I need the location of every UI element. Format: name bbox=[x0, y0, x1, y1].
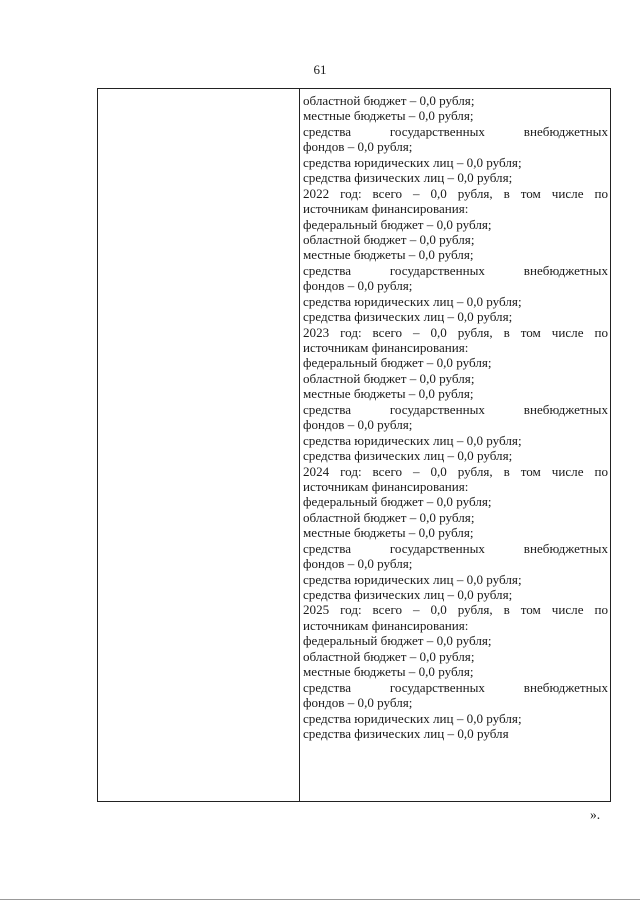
table-right-cell bbox=[303, 93, 608, 741]
financing-text-line: средства юридических лиц – 0,0 рубля; bbox=[303, 293, 522, 309]
financing-text-line: местные бюджеты – 0,0 рубля; bbox=[303, 525, 474, 541]
financing-text-line: средства юридических лиц – 0,0 рубля; bbox=[303, 710, 522, 726]
financing-text-line: местные бюджеты – 0,0 рубля; bbox=[303, 664, 474, 680]
closing-quote-mark: ». bbox=[590, 807, 601, 822]
financing-text-line: фондов – 0,0 рубля; bbox=[303, 417, 413, 433]
financing-text-line: 2023 год: всего – 0,0 рубля, в том числе по bbox=[303, 324, 608, 340]
financing-text-line: местные бюджеты – 0,0 рубля; bbox=[303, 108, 474, 124]
financing-text-line: средства государственных внебюджетных bbox=[303, 679, 608, 695]
financing-text-line: средства физических лиц – 0,0 рубля; bbox=[303, 587, 513, 602]
financing-text-line: средства государственных внебюджетных bbox=[303, 401, 608, 417]
financing-text-line: источникам финансирования: bbox=[303, 478, 469, 494]
financing-text-line: фондов – 0,0 рубля; bbox=[303, 139, 413, 155]
financing-text-line: средства юридических лиц – 0,0 рубля; bbox=[303, 432, 522, 448]
financing-text-line: федеральный бюджет – 0,0 рубля; bbox=[303, 633, 492, 649]
page-number: 61 bbox=[313, 62, 327, 77]
financing-text-line: средства физических лиц – 0,0 рубля; bbox=[303, 448, 513, 464]
financing-text-line: 2025 год: всего – 0,0 рубля, в том числе по bbox=[303, 602, 608, 618]
financing-table bbox=[97, 88, 611, 802]
financing-text-line: фондов – 0,0 рубля; bbox=[303, 695, 413, 711]
financing-text-line: источникам финансирования: bbox=[303, 201, 469, 217]
financing-text-line: 2022 год: всего – 0,0 рубля, в том числе по bbox=[303, 185, 608, 201]
financing-text-line: средства государственных внебюджетных bbox=[303, 262, 608, 278]
financing-text-line: средства юридических лиц – 0,0 рубля; bbox=[303, 571, 522, 587]
financing-text-line: областной бюджет – 0,0 рубля; bbox=[303, 231, 475, 247]
financing-text-line: средства физических лиц – 0,0 рубля; bbox=[303, 170, 513, 186]
financing-text-line: областной бюджет – 0,0 рубля; bbox=[303, 648, 475, 664]
financing-text-line: федеральный бюджет – 0,0 рубля; bbox=[303, 216, 492, 232]
financing-text-line: местные бюджеты – 0,0 рубля; bbox=[303, 386, 474, 402]
financing-text-line: средства физических лиц – 0,0 рубля; bbox=[303, 309, 513, 325]
financing-text-line: 2024 год: всего – 0,0 рубля, в том числе по bbox=[303, 463, 608, 479]
financing-text-line: источникам финансирования: bbox=[303, 340, 469, 355]
table-left-cell bbox=[98, 89, 299, 801]
financing-text-line: средства государственных внебюджетных bbox=[303, 123, 608, 139]
financing-text-line: фондов – 0,0 рубля; bbox=[303, 556, 413, 572]
financing-text-line: фондов – 0,0 рубля; bbox=[303, 278, 413, 294]
financing-text-line: федеральный бюджет – 0,0 рубля; bbox=[303, 494, 492, 510]
column-divider bbox=[299, 89, 300, 801]
financing-text-line: областной бюджет – 0,0 рубля; bbox=[303, 370, 475, 386]
financing-text-line: областной бюджет – 0,0 рубля; bbox=[303, 509, 475, 525]
financing-text-line: местные бюджеты – 0,0 рубля; bbox=[303, 247, 474, 263]
financing-text-line: средства государственных внебюджетных bbox=[303, 540, 608, 556]
financing-text-line: средства физических лиц – 0,0 рубля bbox=[303, 725, 509, 741]
financing-text-line: областной бюджет – 0,0 рубля; bbox=[303, 93, 475, 108]
financing-text-line: источникам финансирования: bbox=[303, 617, 469, 633]
page-bottom-rule bbox=[0, 899, 640, 900]
financing-text-line: средства юридических лиц – 0,0 рубля; bbox=[303, 154, 522, 170]
financing-text-line: федеральный бюджет – 0,0 рубля; bbox=[303, 355, 492, 371]
